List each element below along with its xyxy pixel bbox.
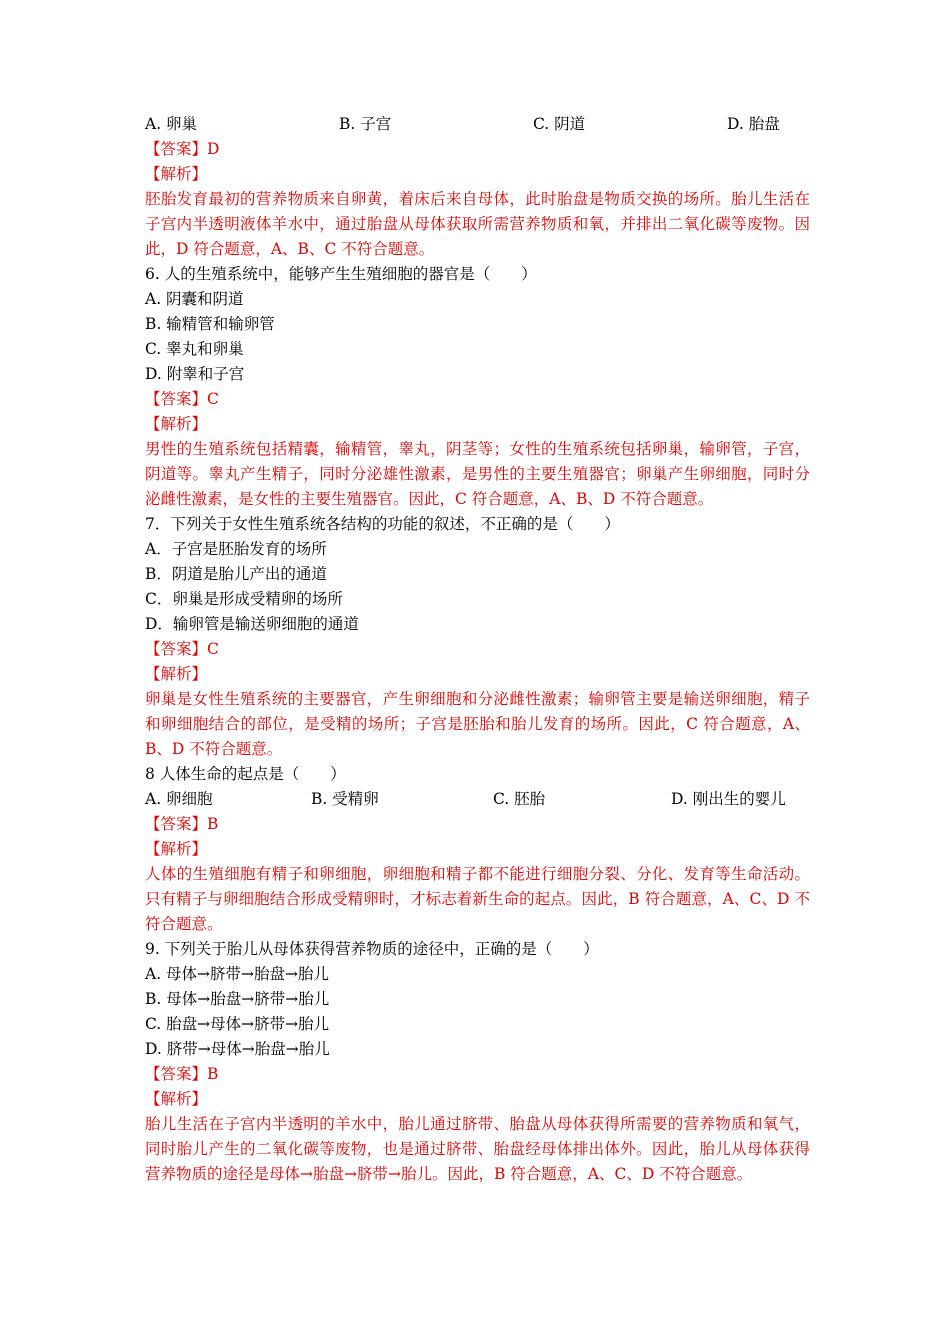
q7-analysis-label: 【解析】 xyxy=(145,665,208,683)
q7-analysis: 卵巢是女性生殖系统的主要器官，产生卵细胞和分泌雌性激素；输卵管主要是输送卵细胞，精子和卵细胞结合的部位，是受精的场所；子宫是胚胎和胎儿发育的场所。因此，C 符合题意，A、B、D 不符合题意。 xyxy=(145,690,810,758)
q7-option-c: C．卵巢是形成受精卵的场所 xyxy=(145,590,343,608)
q8-option-b: B. 受精卵 xyxy=(311,790,379,808)
q9-question: 9. 下列关于胎儿从母体获得营养物质的途径中，正确的是（ ） xyxy=(145,940,599,958)
q9-analysis-label: 【解析】 xyxy=(145,1090,208,1108)
q6-option-c: C. 睾丸和卵巢 xyxy=(145,340,244,358)
q7-option-d: D．输卵管是输送卵细胞的通道 xyxy=(145,615,359,633)
q8-option-d: D. 刚出生的婴儿 xyxy=(671,790,786,808)
q5-option-a: A. 卵巢 xyxy=(145,115,198,133)
q7-option-b: B．阴道是胎儿产出的通道 xyxy=(145,565,327,583)
q5-analysis: 胚胎发育最初的营养物质来自卵黄，着床后来自母体，此时胎盘是物质交换的场所。胎儿生活在子宫内半透明液体羊水中，通过胎盘从母体获取所需营养物质和氧，并排出二氧化碳等废物。因此，D 符合题意，A、B、C 不符合题意。 xyxy=(145,190,810,258)
q5-analysis-label: 【解析】 xyxy=(145,165,208,183)
q5-option-d: D. 胎盘 xyxy=(727,115,780,133)
q8-answer: 【答案】B xyxy=(145,815,219,833)
q6-answer: 【答案】C xyxy=(145,390,219,408)
document-page xyxy=(145,112,810,1187)
q8-options xyxy=(145,787,810,812)
q5-answer: 【答案】D xyxy=(145,140,220,158)
q6-option-d: D. 附睾和子宫 xyxy=(145,365,245,383)
q6-analysis-label: 【解析】 xyxy=(145,415,208,433)
q7-question: 7．下列关于女性生殖系统各结构的功能的叙述，不正确的是（ ） xyxy=(145,515,620,533)
q8-question: 8 人体生命的起点是（ ） xyxy=(145,765,346,783)
q7-answer: 【答案】C xyxy=(145,640,219,658)
q8-analysis-label: 【解析】 xyxy=(145,840,208,858)
q8-analysis: 人体的生殖细胞有精子和卵细胞，卵细胞和精子都不能进行细胞分裂、分化、发育等生命活动。只有精子与卵细胞结合形成受精卵时，才标志着新生命的起点。因此，B 符合题意，A、C、D 不符合题意。 xyxy=(145,865,810,933)
q6-question: 6. 人的生殖系统中，能够产生生殖细胞的器官是（ ） xyxy=(145,265,537,283)
q9-option-d: D. 脐带→母体→胎盘→胎儿 xyxy=(145,1040,330,1058)
q5-option-c: C. 阴道 xyxy=(533,115,586,133)
q5-options xyxy=(145,112,810,137)
q8-option-a: A. 卵细胞 xyxy=(145,790,213,808)
q9-option-a: A. 母体→脐带→胎盘→胎儿 xyxy=(145,965,330,983)
q6-option-a: A. 阴囊和阴道 xyxy=(145,290,244,308)
q6-analysis: 男性的生殖系统包括精囊，输精管，睾丸，阴茎等；女性的生殖系统包括卵巢，输卵管，子宫，阴道等。睾丸产生精子，同时分泌雄性激素，是男性的主要生殖器官；卵巢产生卵细胞，同时分泌雌性激素，是女性的主要生殖器官。因此，C 符合题意，A、B、D 不符合题意。 xyxy=(145,440,810,508)
q9-option-c: C. 胎盘→母体→脐带→胎儿 xyxy=(145,1015,330,1033)
q9-analysis: 胎儿生活在子宫内半透明的羊水中，胎儿通过脐带、胎盘从母体获得所需要的营养物质和氧气，同时胎儿产生的二氧化碳等废物，也是通过脐带、胎盘经母体排出体外。因此，胎儿从母体获得营养物质的途径是母体→胎盘→脐带→胎儿。因此，B 符合题意，A、C、D 不符合题意。 xyxy=(145,1115,810,1183)
q6-option-b: B. 输精管和输卵管 xyxy=(145,315,275,333)
q9-option-b: B. 母体→胎盘→脐带→胎儿 xyxy=(145,990,330,1008)
q9-answer: 【答案】B xyxy=(145,1065,219,1083)
q5-option-b: B. 子宫 xyxy=(339,115,392,133)
q8-option-c: C. 胚胎 xyxy=(493,790,546,808)
q7-option-a: A．子宫是胚胎发育的场所 xyxy=(145,540,327,558)
